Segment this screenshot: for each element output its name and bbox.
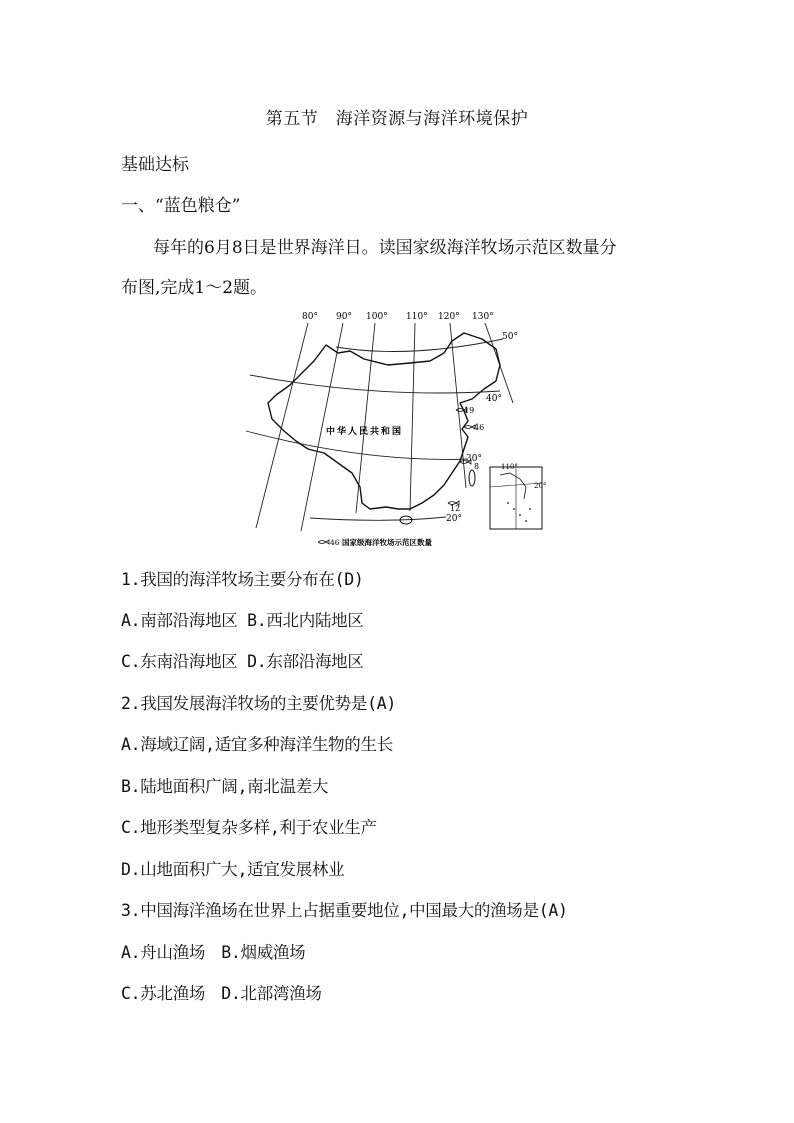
question-2-option-c: C.地形类型复杂多样,利于农业生产 [121, 818, 377, 837]
question-1-options-row-2: C.东南沿海地区 D.东部沿海地区 [121, 652, 364, 671]
question-2-option-d: D.山地面积广大,适宜发展林业 [121, 860, 345, 879]
section-heading-basic: 基础达标 [121, 155, 189, 175]
section-heading-blue-granary: 一、“蓝色粮仓” [121, 196, 241, 216]
lon-label-130: 130° [472, 312, 494, 322]
legend [318, 537, 432, 547]
page-title: 第五节 海洋资源与海洋环境保护 [265, 109, 529, 129]
lon-label-100: 100° [366, 312, 388, 322]
country-label: 中华人民共和国 [326, 427, 404, 437]
question-2-option-a: A.海域辽阔,适宜多种海洋生物的生长 [121, 735, 393, 754]
question-2-option-b: B.陆地面积广阔,南北温差大 [121, 777, 329, 796]
parallel-40 [250, 375, 500, 393]
question-1-stem: 1.我国的海洋牧场主要分布在(D) [121, 570, 364, 589]
intro-line-1: 每年的6月8日是世界海洋日。读国家级海洋牧场示范区数量分 [153, 238, 617, 258]
inset-lon-label: 110° [501, 463, 518, 471]
intro-line-2: 布图,完成1～2题。 [121, 278, 268, 298]
legend-fish-icon [318, 540, 329, 544]
marine-ranch-distribution-map [238, 303, 558, 553]
question-3-options-row-1: A.舟山渔场 B.烟威渔场 [121, 943, 306, 962]
lat-label-20: 20° [446, 514, 462, 524]
lat-label-50: 50° [502, 332, 518, 342]
lon-label-110: 110° [406, 312, 428, 322]
legend-label: 国家级海洋牧场示范区数量 [342, 538, 432, 547]
question-3-stem: 3.中国海洋渔场在世界上占据重要地位,中国最大的渔场是(A) [121, 901, 568, 920]
lat-label-40: 40° [486, 394, 502, 404]
parallel-50 [336, 339, 503, 352]
count-8: 8 [474, 462, 480, 471]
inset-lat-label: 20° [534, 482, 547, 490]
parallel-20 [310, 517, 446, 520]
lon-label-90: 90° [336, 312, 352, 322]
question-2-stem: 2.我国发展海洋牧场的主要优势是(A) [121, 694, 396, 713]
count-19: 19 [464, 406, 475, 415]
count-12: 12 [450, 504, 461, 513]
lat-label-30: 30° [466, 454, 482, 464]
lon-label-80: 80° [302, 312, 318, 322]
meridian-80 [256, 323, 308, 528]
south-china-sea-inset [490, 467, 542, 529]
question-3-options-row-2: C.苏北渔场 D.北部湾渔场 [121, 984, 322, 1003]
legend-sample-count: 46 [330, 538, 340, 547]
taiwan-island [469, 470, 475, 486]
count-46: 46 [474, 423, 485, 432]
lon-label-120: 120° [438, 312, 460, 322]
question-1-options-row-1: A.南部沿海地区 B.西北内陆地区 [121, 611, 364, 630]
